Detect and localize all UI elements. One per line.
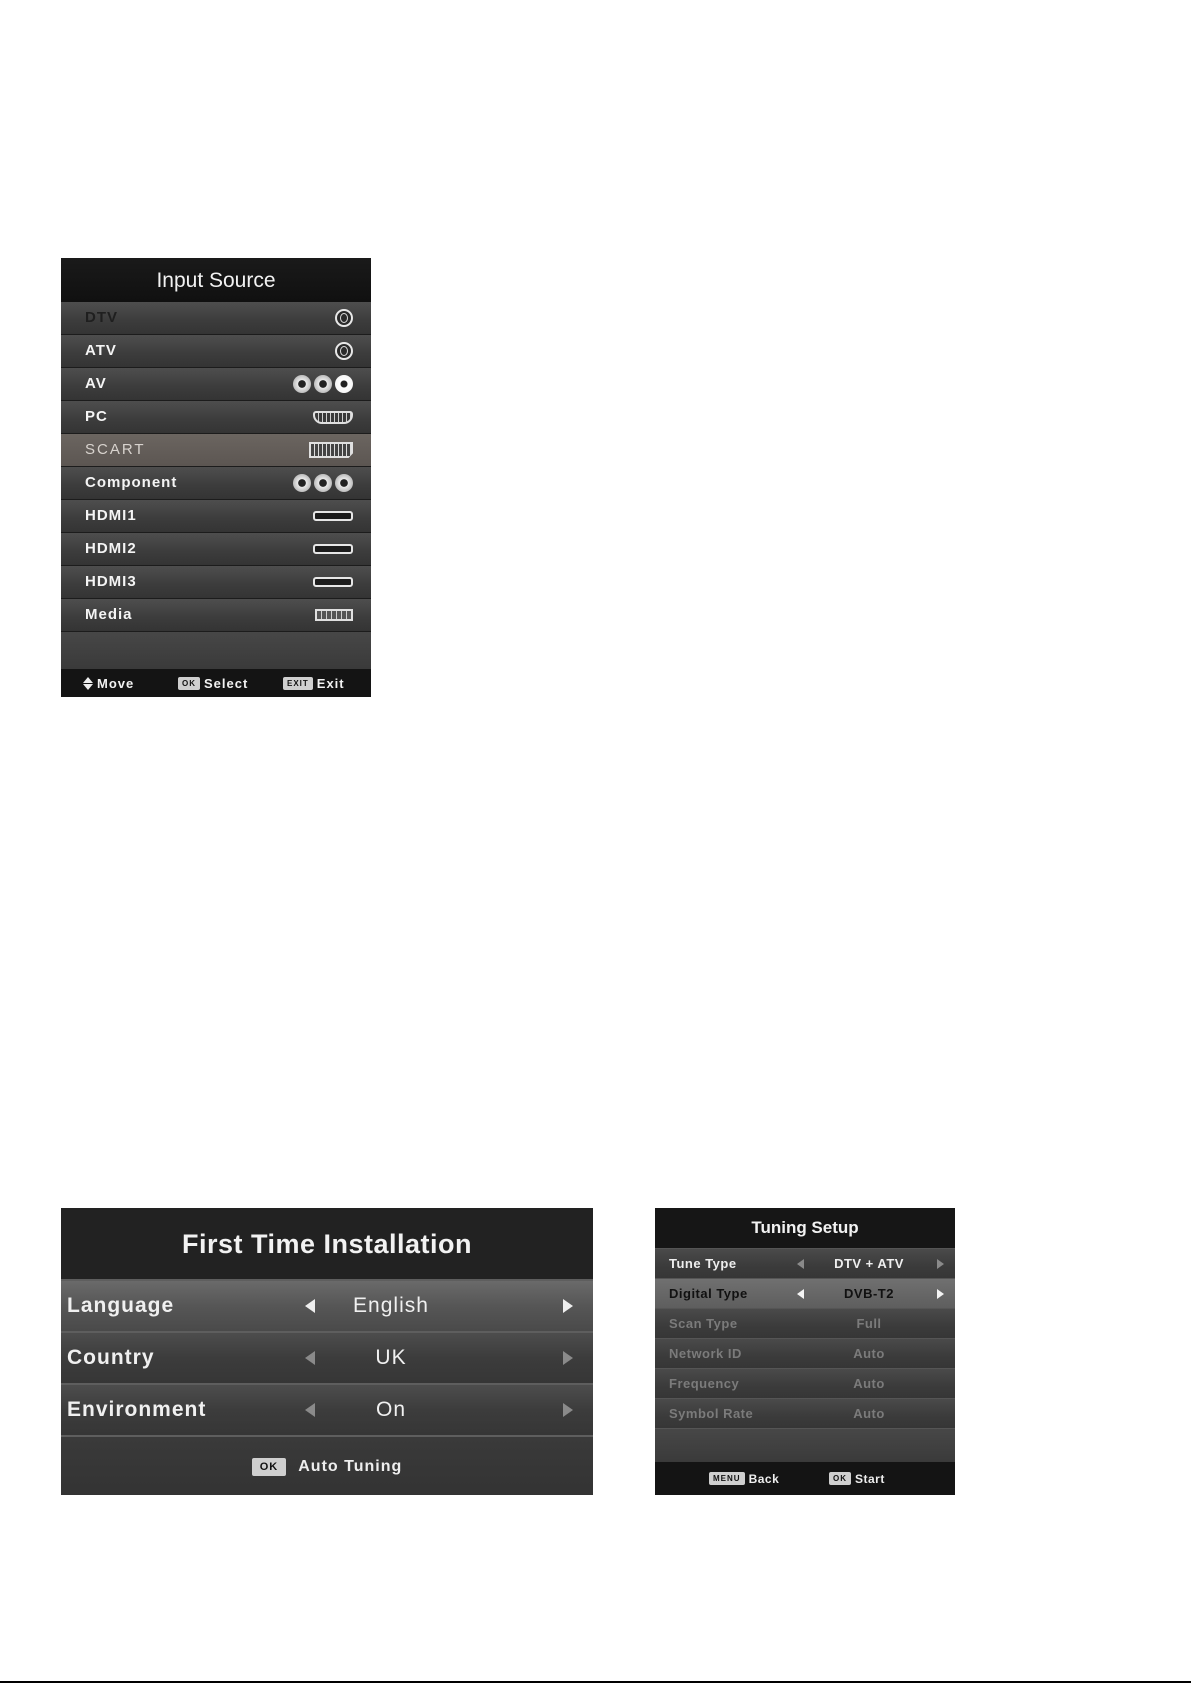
tuning-row-symbol-rate [655, 1398, 955, 1428]
setting-label: Environment [67, 1398, 207, 1421]
arrow-left-icon[interactable] [305, 1299, 315, 1313]
setting-value: On [375, 1398, 406, 1421]
select-label: Select [204, 675, 249, 691]
input-source-menu [61, 258, 371, 697]
source-item-atv[interactable] [61, 335, 371, 368]
exit-hint[interactable] [283, 669, 345, 697]
antenna-coax-icon [335, 308, 353, 328]
tuning-label: Network ID [669, 1346, 742, 1361]
source-item-label: HDMI3 [85, 573, 137, 590]
menu-key-icon: MENU [709, 1472, 745, 1485]
tuning-value: Auto [853, 1376, 885, 1391]
tuning-row-digital-type[interactable] [655, 1278, 955, 1308]
hdmi-port-icon [313, 572, 353, 592]
tuning-label: Scan Type [669, 1316, 738, 1331]
tuning-row-scan-type [655, 1308, 955, 1338]
arrow-left-icon[interactable] [305, 1403, 315, 1417]
first-time-installation-title: First Time Installation [61, 1208, 593, 1279]
tuning-label: Digital Type [669, 1286, 748, 1301]
source-item-hdmi2[interactable] [61, 533, 371, 566]
antenna-coax-icon [335, 341, 353, 361]
move-label: Move [97, 675, 135, 691]
arrow-left-icon[interactable] [797, 1259, 804, 1269]
setting-label: Language [67, 1294, 175, 1317]
tuning-label: Symbol Rate [669, 1406, 754, 1421]
auto-tuning-label: Auto Tuning [298, 1458, 403, 1475]
setting-value: UK [375, 1346, 407, 1369]
tuning-value: Full [856, 1316, 882, 1331]
back-hint[interactable] [709, 1462, 779, 1495]
source-item-label: Media [85, 606, 133, 623]
list-empty-space [655, 1428, 955, 1463]
setting-row-country[interactable] [61, 1331, 593, 1383]
source-item-media[interactable] [61, 599, 371, 632]
scart-port-icon [309, 440, 353, 460]
source-item-component[interactable] [61, 467, 371, 500]
ok-key-icon: OK [829, 1472, 851, 1485]
input-source-title: Input Source [61, 258, 371, 302]
up-down-arrow-icon [83, 677, 93, 690]
source-item-label: HDMI1 [85, 507, 137, 524]
hdmi-port-icon [313, 506, 353, 526]
tuning-setup-footer [655, 1462, 955, 1495]
rca-av-icon [293, 374, 353, 394]
exit-key-icon: EXIT [283, 677, 313, 690]
source-item-pc[interactable] [61, 401, 371, 434]
source-item-scart[interactable] [61, 434, 371, 467]
tuning-setup-title: Tuning Setup [655, 1208, 955, 1248]
setting-row-language[interactable] [61, 1279, 593, 1331]
arrow-right-icon[interactable] [563, 1299, 573, 1313]
usb-port-icon [315, 605, 353, 625]
tuning-row-tune-type[interactable] [655, 1248, 955, 1278]
tuning-value: Auto [853, 1406, 885, 1421]
tuning-label: Frequency [669, 1376, 740, 1391]
arrow-right-icon[interactable] [937, 1289, 944, 1299]
source-item-label: AV [85, 375, 107, 392]
rca-component-icon [293, 473, 353, 493]
tuning-label: Tune Type [669, 1256, 737, 1271]
vga-port-icon [313, 407, 353, 427]
source-item-label: ATV [85, 342, 117, 359]
tuning-value: DTV + ATV [834, 1256, 904, 1271]
source-item-label: SCART [85, 441, 146, 458]
auto-tuning-hint[interactable] [61, 1435, 593, 1495]
start-hint[interactable] [829, 1462, 885, 1495]
tuning-value: Auto [853, 1346, 885, 1361]
source-item-label: DTV [85, 309, 118, 326]
source-item-av[interactable] [61, 368, 371, 401]
list-empty-space [61, 632, 371, 669]
source-item-label: HDMI2 [85, 540, 137, 557]
input-source-footer [61, 669, 371, 697]
tuning-row-network-id [655, 1338, 955, 1368]
select-hint[interactable] [178, 669, 248, 697]
tuning-row-frequency [655, 1368, 955, 1398]
ok-key-icon: OK [252, 1458, 287, 1476]
exit-label: Exit [316, 675, 345, 691]
tuning-value: DVB-T2 [844, 1286, 894, 1301]
source-item-label: PC [85, 408, 108, 425]
source-item-label: Component [85, 474, 178, 491]
setting-label: Country [67, 1346, 155, 1369]
source-item-hdmi3[interactable] [61, 566, 371, 599]
setting-value: English [353, 1294, 429, 1317]
hdmi-port-icon [313, 539, 353, 559]
back-label: Back [748, 1471, 780, 1486]
arrow-left-icon[interactable] [797, 1289, 804, 1299]
arrow-left-icon[interactable] [305, 1351, 315, 1365]
source-item-dtv[interactable] [61, 302, 371, 335]
start-label: Start [855, 1471, 885, 1486]
setting-row-environment[interactable] [61, 1383, 593, 1435]
source-item-hdmi1[interactable] [61, 500, 371, 533]
arrow-right-icon[interactable] [937, 1259, 944, 1269]
arrow-right-icon[interactable] [563, 1403, 573, 1417]
ok-key-icon: OK [178, 677, 200, 690]
page-bottom-rule [0, 1681, 1191, 1683]
arrow-right-icon[interactable] [563, 1351, 573, 1365]
first-time-installation-menu [61, 1208, 593, 1495]
move-hint [83, 669, 134, 697]
tuning-setup-menu [655, 1208, 955, 1495]
